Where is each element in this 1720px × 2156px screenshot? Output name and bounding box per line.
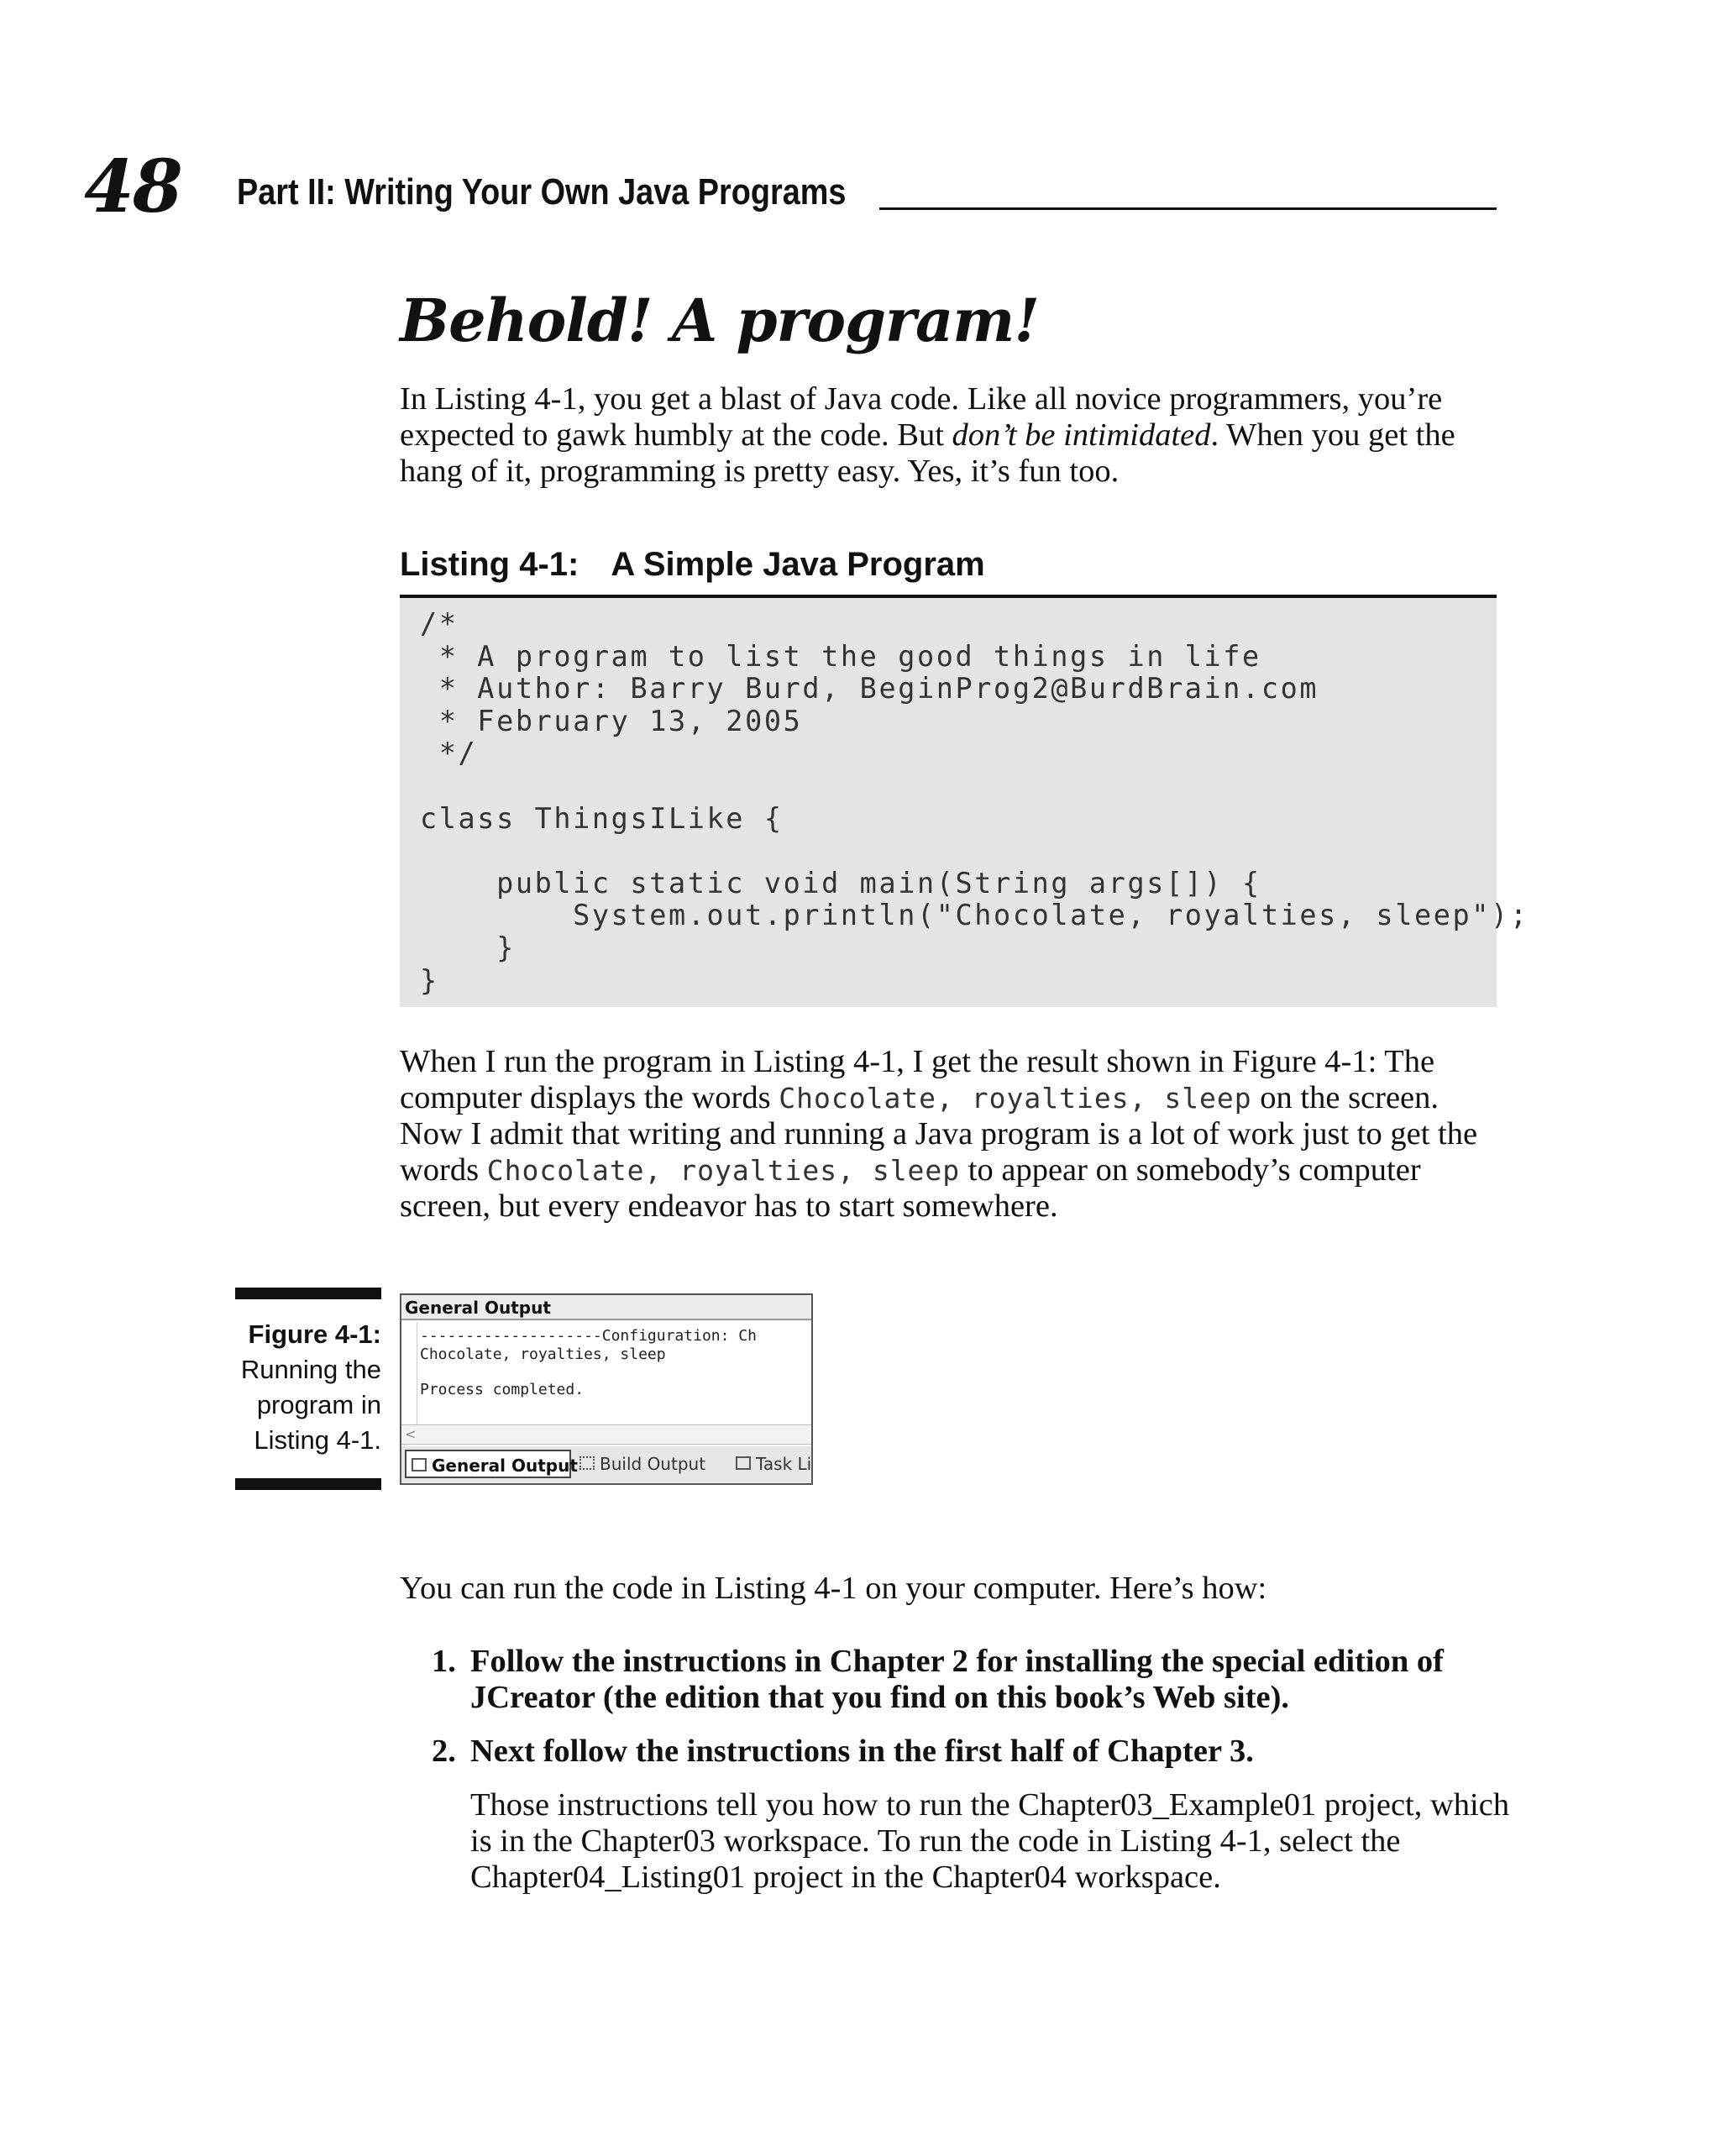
inline-code: Chocolate, royalties, sleep	[486, 1154, 961, 1187]
run-intro-paragraph: You can run the code in Listing 4-1 on your computer. Here’s how:	[400, 1571, 1267, 1606]
build-gear-icon	[579, 1456, 595, 1470]
figure-label: Figure 4-1:	[248, 1319, 381, 1349]
intro-text-end: . When you get the hang of it, programming is pretty easy. Yes, it’s fun too.	[400, 417, 1455, 489]
inline-code: Chocolate, royalties, sleep	[779, 1082, 1252, 1115]
output-window-icon	[412, 1458, 427, 1471]
horizontal-scrollbar[interactable]	[401, 1424, 811, 1445]
figure-caption	[218, 1317, 381, 1458]
intro-paragraph	[400, 381, 1508, 490]
page-number: 48	[84, 144, 181, 229]
figure-caption-text: Running the program in Listing 4-1.	[240, 1355, 381, 1455]
tab-label: General Output	[432, 1456, 578, 1476]
step-number: 1.	[432, 1644, 456, 1679]
listing-title: A Simple Java Program	[611, 546, 985, 583]
result-paragraph	[400, 1044, 1508, 1225]
running-head: Part II: Writing Your Own Java Programs	[237, 171, 847, 212]
code-text: /* * A program to list the good things in life * Author: Barry Burd, BeginProg2@BurdBrain.com * February 13, 2005 */ class ThingsILike { public static void main(String args[]) { System.out.println("Chocolate, royalties, sleep"); } }	[420, 607, 1529, 997]
tab-label: Task Li	[756, 1454, 812, 1474]
step-number: 2.	[432, 1734, 456, 1769]
result-text: to appear on somebody’s computer screen, but every endeavor has to start somewhere.	[400, 1152, 1421, 1224]
section-title: Behold! A program!	[400, 286, 1040, 355]
task-list-icon	[736, 1456, 751, 1470]
step-detail: Those instructions tell you how to run the Chapter03_Example01 project, which is in the Chapter03 workspace. To run the code in Listing 4-1, select the Chapter04_Listing01 project in the Chapter04 workspace.	[470, 1787, 1510, 1895]
scroll-left-arrow-icon[interactable]: <	[405, 1426, 417, 1442]
output-window-title: General Output	[401, 1295, 811, 1320]
output-tab-bar	[401, 1446, 811, 1483]
intro-emphasis: don’t be intimidated	[952, 417, 1211, 453]
result-text: When I run the program in Listing 4-1, I get the result shown in Figure 4-1: The computer displays the words	[400, 1044, 1435, 1115]
output-pane	[401, 1322, 811, 1424]
output-window-screenshot	[400, 1293, 813, 1485]
tab-label: Build Output	[600, 1454, 706, 1474]
listing-caption	[400, 546, 985, 584]
step-text: Follow the instructions in Chapter 2 for installing the special edition of JCreator (the edition that you find on this book’s Web site).	[470, 1644, 1444, 1715]
figure-bar-top	[235, 1288, 381, 1299]
result-text: on the screen. Now I admit that writing and running a Java program is a lot of work just to get the words	[400, 1080, 1478, 1188]
output-line: Process completed.	[420, 1381, 585, 1398]
output-line: --------------------Configuration: Ch	[420, 1327, 757, 1345]
intro-text: In Listing 4-1, you get a blast of Java code. Like all novice programmers, you’re expected to gawk humbly at the code. But	[400, 381, 1443, 453]
running-head-rule	[879, 207, 1497, 210]
step-text: Next follow the instructions in the first half of Chapter 3.	[470, 1734, 1254, 1769]
tab-build-output[interactable]	[574, 1450, 724, 1478]
figure-bar-bottom	[235, 1478, 381, 1490]
code-listing	[400, 598, 1529, 1007]
output-line: Chocolate, royalties, sleep	[420, 1346, 666, 1363]
tab-general-output[interactable]	[405, 1450, 578, 1478]
tab-task-list[interactable]	[731, 1450, 813, 1478]
listing-label: Listing 4-1:	[400, 546, 579, 583]
